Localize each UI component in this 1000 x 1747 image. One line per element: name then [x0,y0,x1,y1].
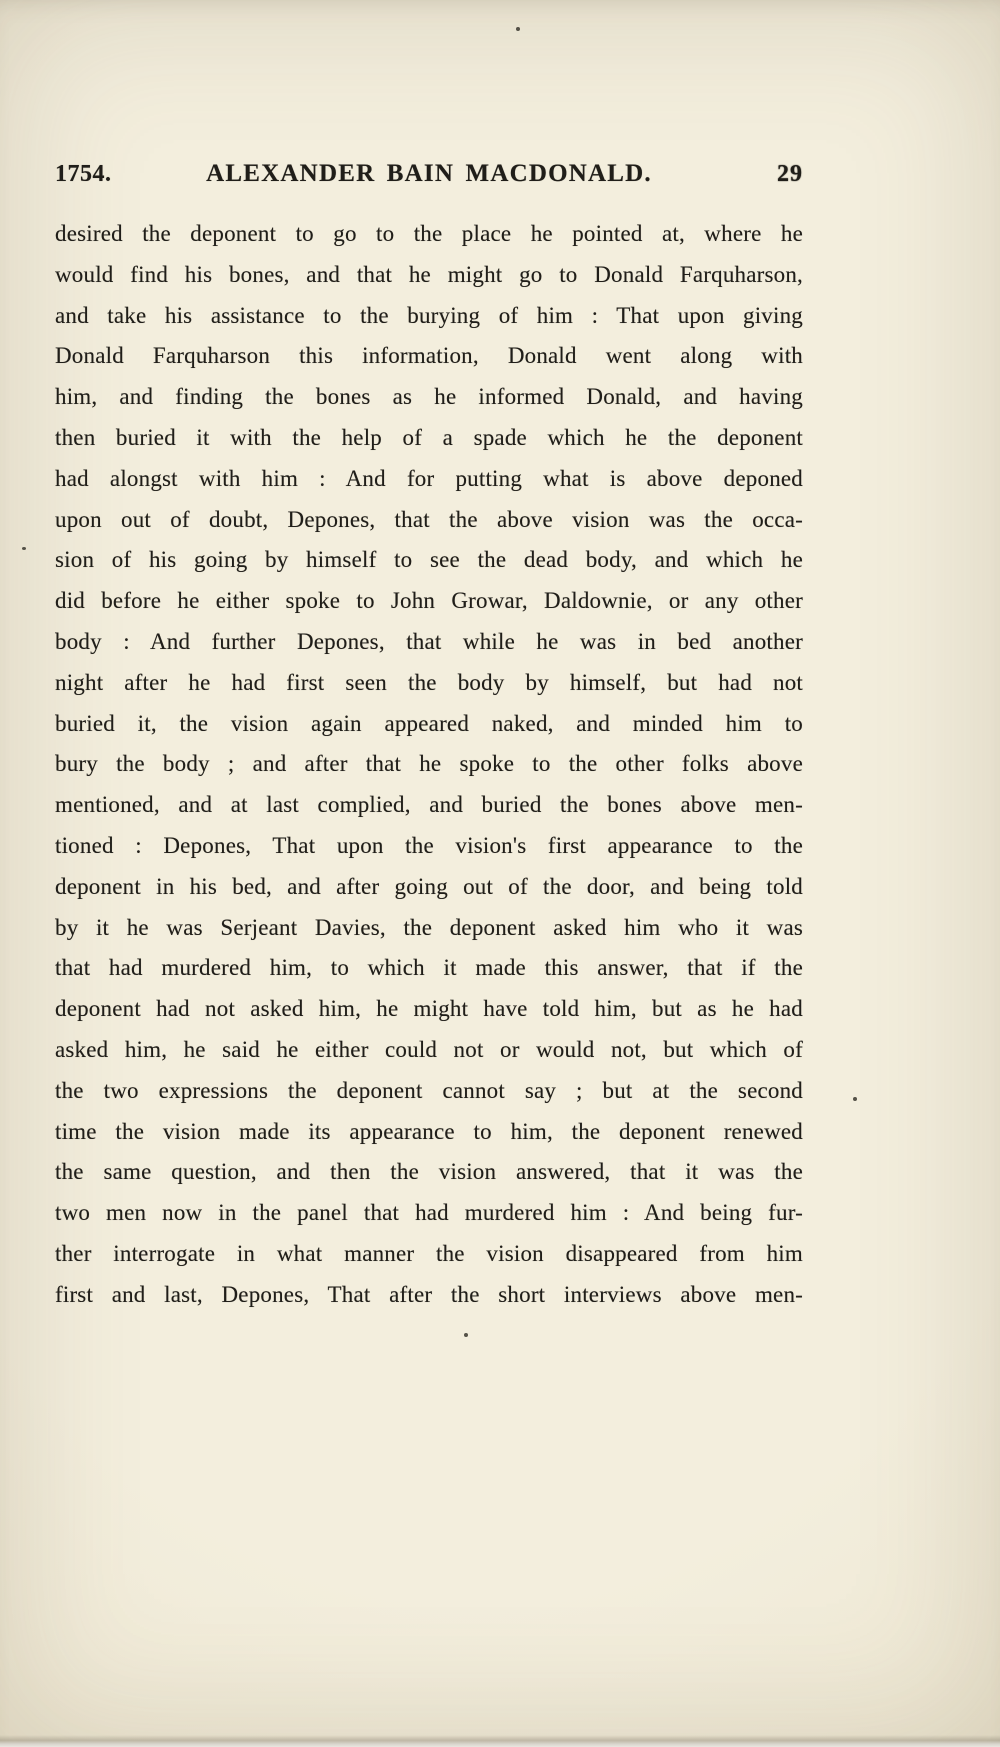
header-title: ALEXANDER BAIN MACDONALD. [206,160,652,187]
text-line: had alongst with him : And for putting what is above deponed [55,465,803,491]
ink-speck [22,547,26,550]
text-line: the same question, and then the vision answered, that it was the [55,1159,803,1185]
ink-speck [464,1333,468,1337]
text-line: mentioned, and at last complied, and buried the bones above men- [55,792,803,818]
text-line: the two expressions the deponent cannot say ; but at the second [55,1077,803,1103]
text-line: deponent had not asked him, he might have told him, but as he had [55,996,803,1022]
text-line: body : And further Depones, that while he was in bed another [55,628,803,654]
scan-bottom-edge [0,1735,1000,1747]
text-line: would find his bones, and that he might go to Donald Farquharson, [55,261,803,287]
header-page-number: 29 [777,161,803,187]
ink-speck [516,27,520,31]
text-line: ther interrogate in what manner the vision disappeared from him [55,1240,803,1266]
text-line: bury the body ; and after that he spoke to the other folks above [55,751,803,777]
text-line: and take his assistance to the burying of him : That upon giving [55,302,803,328]
body-text [55,214,803,1316]
text-line: first and last, Depones, That after the short interviews above men- [55,1281,803,1307]
text-line: that had murdered him, to which it made this answer, that if the [55,955,803,981]
text-line: buried it, the vision again appeared naked, and minded him to [55,710,803,736]
text-line: asked him, he said he either could not or would not, but which of [55,1036,803,1062]
text-line: then buried it with the help of a spade which he the deponent [55,424,803,450]
text-line: desired the deponent to go to the place he pointed at, where he [55,221,803,246]
text-line: did before he either spoke to John Growar, Daldownie, or any other [55,588,803,614]
text-line: time the vision made its appearance to him, the deponent renewed [55,1118,803,1144]
text-line: Donald Farquharson this information, Donald went along with [55,343,803,369]
text-line: sion of his going by himself to see the dead body, and which he [55,547,803,573]
text-line: two men now in the panel that had murdered him : And being fur- [55,1200,803,1226]
text-line: deponent in his bed, and after going out of the door, and being told [55,873,803,899]
ink-speck [853,1097,857,1101]
text-line: tioned : Depones, That upon the vision's first appearance to the [55,832,803,858]
text-line: upon out of doubt, Depones, that the above vision was the occa- [55,506,803,532]
text-line: by it he was Serjeant Davies, the deponent asked him who it was [55,914,803,940]
text-line: him, and finding the bones as he informed Donald, and having [55,384,803,410]
running-head [55,160,803,188]
text-line: night after he had first seen the body by himself, but had not [55,669,803,695]
header-year: 1754. [55,161,112,187]
